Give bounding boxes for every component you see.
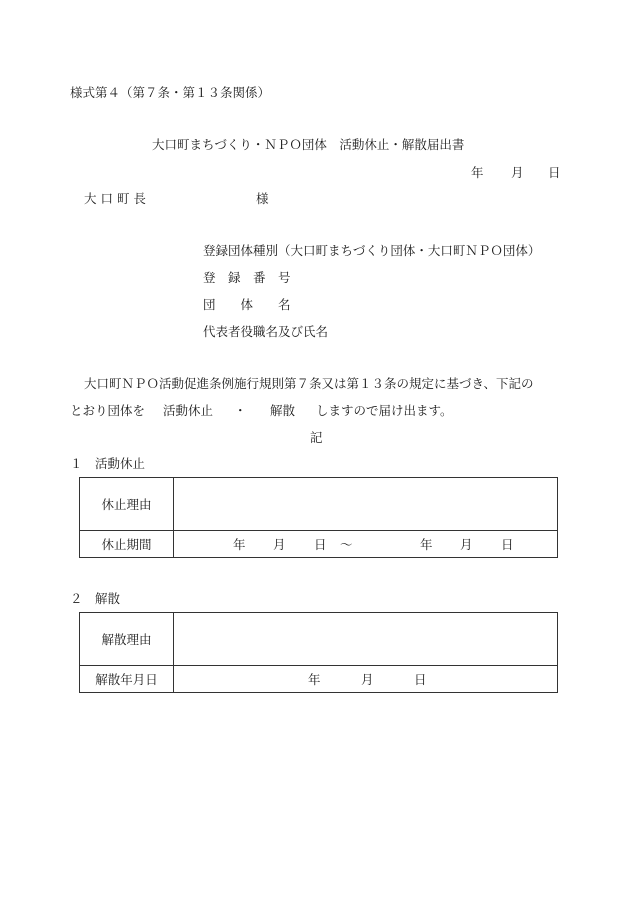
dissolution-day: 日 xyxy=(414,672,427,687)
dissolution-year: 年 xyxy=(308,672,321,687)
dissolution-month: 月 xyxy=(361,672,374,687)
table-row xyxy=(80,531,558,558)
date-year: 年 xyxy=(471,165,484,180)
org-type: 登録団体種別（大口町まちづくり団体・大口町ＮＰＯ団体） xyxy=(203,243,541,258)
group-name-label: 団 体 名 xyxy=(203,297,291,312)
registration-number-label: 登 録 番 号 xyxy=(203,270,291,285)
option-separator: ・ xyxy=(234,403,247,418)
from-month: 月 xyxy=(273,537,286,552)
body-line-2-post: しますので届け出ます。 xyxy=(316,403,453,418)
representative-label: 代表者役職名及び氏名 xyxy=(203,324,329,339)
table-row xyxy=(80,613,558,666)
body-line-1: 大口町ＮＰＯ活動促進条例施行規則第７条又は第１３条の規定に基づき、下記の xyxy=(84,376,534,391)
date-month: 月 xyxy=(511,165,524,180)
dissolution-date-field[interactable] xyxy=(174,666,558,693)
dissolution-date-label: 解散年月日 xyxy=(80,666,174,693)
addressee-honorific: 様 xyxy=(256,191,269,206)
from-day: 日 xyxy=(314,537,327,552)
section1-heading: １ 活動休止 xyxy=(70,456,146,471)
suspension-table xyxy=(79,477,558,558)
suspension-reason-field[interactable] xyxy=(174,478,558,531)
period-tilde: ～ xyxy=(340,537,353,552)
option-suspend: 活動休止 xyxy=(163,403,214,418)
to-day: 日 xyxy=(501,537,514,552)
to-year: 年 xyxy=(420,537,433,552)
suspension-period-label: 休止期間 xyxy=(80,531,174,558)
form-number: 様式第４（第７条・第１３条関係） xyxy=(70,85,271,100)
suspension-period-field[interactable] xyxy=(174,531,558,558)
option-dissolve: 解散 xyxy=(270,403,296,418)
table-row xyxy=(80,666,558,693)
addressee-name: 大 口 町 長 xyxy=(84,191,146,206)
section2-heading: ２ 解散 xyxy=(70,591,121,606)
ki-heading: 記 xyxy=(310,430,323,445)
table-row xyxy=(80,478,558,531)
from-year: 年 xyxy=(233,537,246,552)
dissolution-reason-field[interactable] xyxy=(174,613,558,666)
document-title: 大口町まちづくり・ＮＰＯ団体 活動休止・解散届出書 xyxy=(152,137,465,152)
dissolution-table xyxy=(79,612,558,693)
suspension-reason-label: 休止理由 xyxy=(80,478,174,531)
to-month: 月 xyxy=(460,537,473,552)
dissolution-reason-label: 解散理由 xyxy=(80,613,174,666)
body-line-2-pre: とおり団体を xyxy=(70,403,146,418)
date-day: 日 xyxy=(548,165,561,180)
